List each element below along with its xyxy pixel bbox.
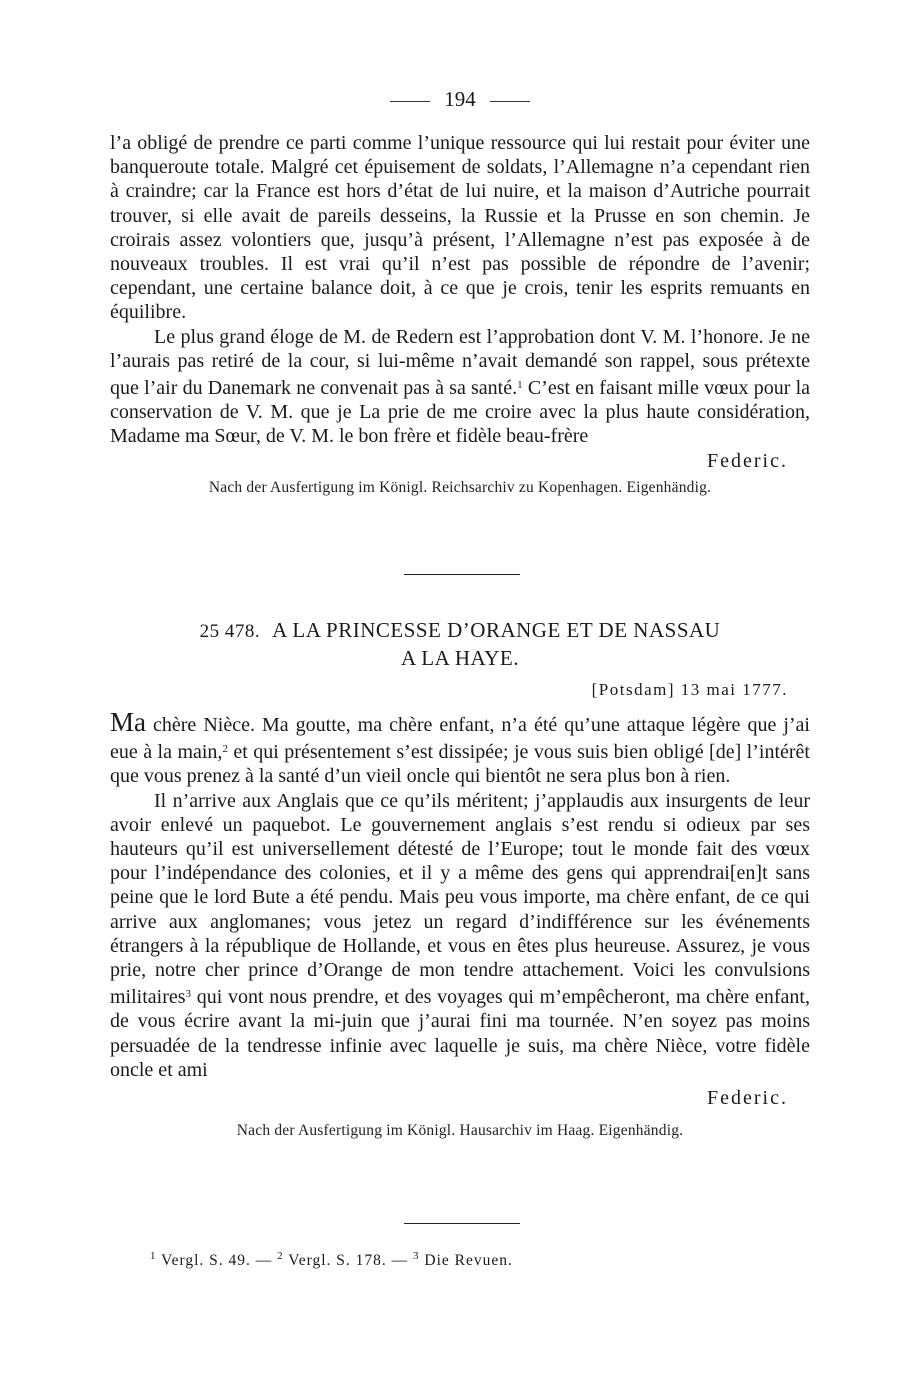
letter-body [110, 707, 810, 1142]
signature: Federic. [707, 1087, 788, 1110]
paragraph-text: Le plus grand éloge de M. de Redern est l’approbation dont V. M. l’honore. Je ne l’aurais pas retiré de la cour, si lui-même n’avait demandé son rappel, sous prétexte que l’air du Danemark ne convenait pas à sa santé. [110, 325, 810, 400]
source-note: Nach der Ausfertigung im Königl. Hausarchiv im Haag. Eigenhändig. [236, 1122, 684, 1140]
footnote-text: Vergl. S. 178. — [283, 1252, 414, 1269]
paragraph-text: qui vont nous prendre, et des voyages qui m’empêcheront, ma chère enfant, de vous écrire avant la mi-juin que j’aurai fini ma tournée. N’en soyez pas moins persuadée de la tendresse infinie avec laquelle je suis, ma chère Nièce, votre fidèle oncle et ami [110, 986, 810, 1081]
paragraph-text: et qui présentement s’est dissipée; je vous suis bien obligé [de] l’intérêt que vous prenez à la santé d’un vieil oncle qui bientôt ne sera plus bon à rien. [110, 741, 810, 788]
paragraph [110, 707, 810, 789]
title-line [110, 617, 810, 645]
header-rule-right [490, 101, 530, 102]
letter-continuation [110, 131, 810, 499]
header-rule-left [390, 101, 430, 102]
letter-number: 25 478. [199, 621, 261, 642]
source-note: Nach der Ausfertigung im Königl. Reichsarchiv zu Kopenhagen. Eigenhändig. [208, 478, 712, 496]
footnote-mark: 3 [413, 1250, 420, 1262]
section-separator [404, 574, 520, 575]
footnote-separator [404, 1223, 520, 1224]
signature: Federic. [707, 449, 788, 472]
paragraph-text: Il n’arrive aux Anglais que ce qu’ils méritent; j’applaudis aux insurgents de leur avoir enlevé un paquebot. Le gouvernement anglais s’est rendu si odieux par ses hauteurs qu’il est universellement détesté de l’Europe; tout le monde fait des vœux pour l’indépendance des colonies, et il y a même des gens qui apprendrai[en]t sans peine que le lord Bute a été pendu. Mais peu vous importe, ma chère enfant, de ce qui arrive aux anglomanes; vous jetez un regard d’indifférence sur les événements étrangers à la république de Hollande, et vous en êtes plus heureuse. Assurez, je vous prie, notre cher prince d’Orange de mon tendre attachement. Voici les convulsions militaires [110, 789, 810, 1009]
footnotes [150, 1250, 513, 1270]
paragraph [110, 325, 810, 449]
page-header [110, 82, 810, 116]
paragraph: l’a obligé de prendre ce parti comme l’unique ressource qui lui restait pour éviter une banqueroute totale. Malgré cet épuisement de soldats, l’Allemagne n’a cependant rien à craindre; car la France est hors d’état de lui nuire, et la maison d’Autriche pourrait trouver, si elle avait de pareils desseins, la Russie et la Prusse en son chemin. Je croirais assez volontiers que, jusqu’à présent, l’Allemagne n’est pas exposée à de nouveaux troubles. Il est vrai qu’il n’est pas possible de répondre de l’avenir; cependant, une certaine balance doit, à ce que je crois, tenir les esprits remuants en équilibre. [110, 132, 810, 324]
letter-title [110, 617, 810, 671]
footnote-ref: 1 [517, 379, 523, 392]
letter-date: [Potsdam] 13 mai 1777. [591, 680, 788, 699]
footnote-text: Die Revuen. [419, 1252, 513, 1269]
opening-word: Ma [110, 707, 146, 737]
page-number: 194 [444, 87, 476, 111]
footnote-mark: 2 [277, 1250, 284, 1262]
title-line: A LA HAYE. [401, 646, 519, 670]
title-text: A LA PRINCESSE D’ORANGE ET DE NASSAU [272, 618, 721, 642]
footnote-mark: 1 [150, 1250, 157, 1262]
footnote-ref: 2 [222, 743, 228, 756]
footnote-ref: 3 [185, 988, 192, 1001]
footnote-text: Vergl. S. 49. — [156, 1252, 278, 1269]
paragraph [110, 789, 810, 1082]
paragraph-text: chère Nièce. Ma goutte, ma chère enfant, n’a été qu’une attaque légère que j’ai eue à la main, [110, 714, 810, 764]
paragraph-text: C’est en faisant mille vœux pour la conservation de V. M. que je La prie de me croire avec la plus haute considération, Madame ma Sœur, de V. M. le bon frère et fidèle beau-frère [110, 377, 811, 448]
